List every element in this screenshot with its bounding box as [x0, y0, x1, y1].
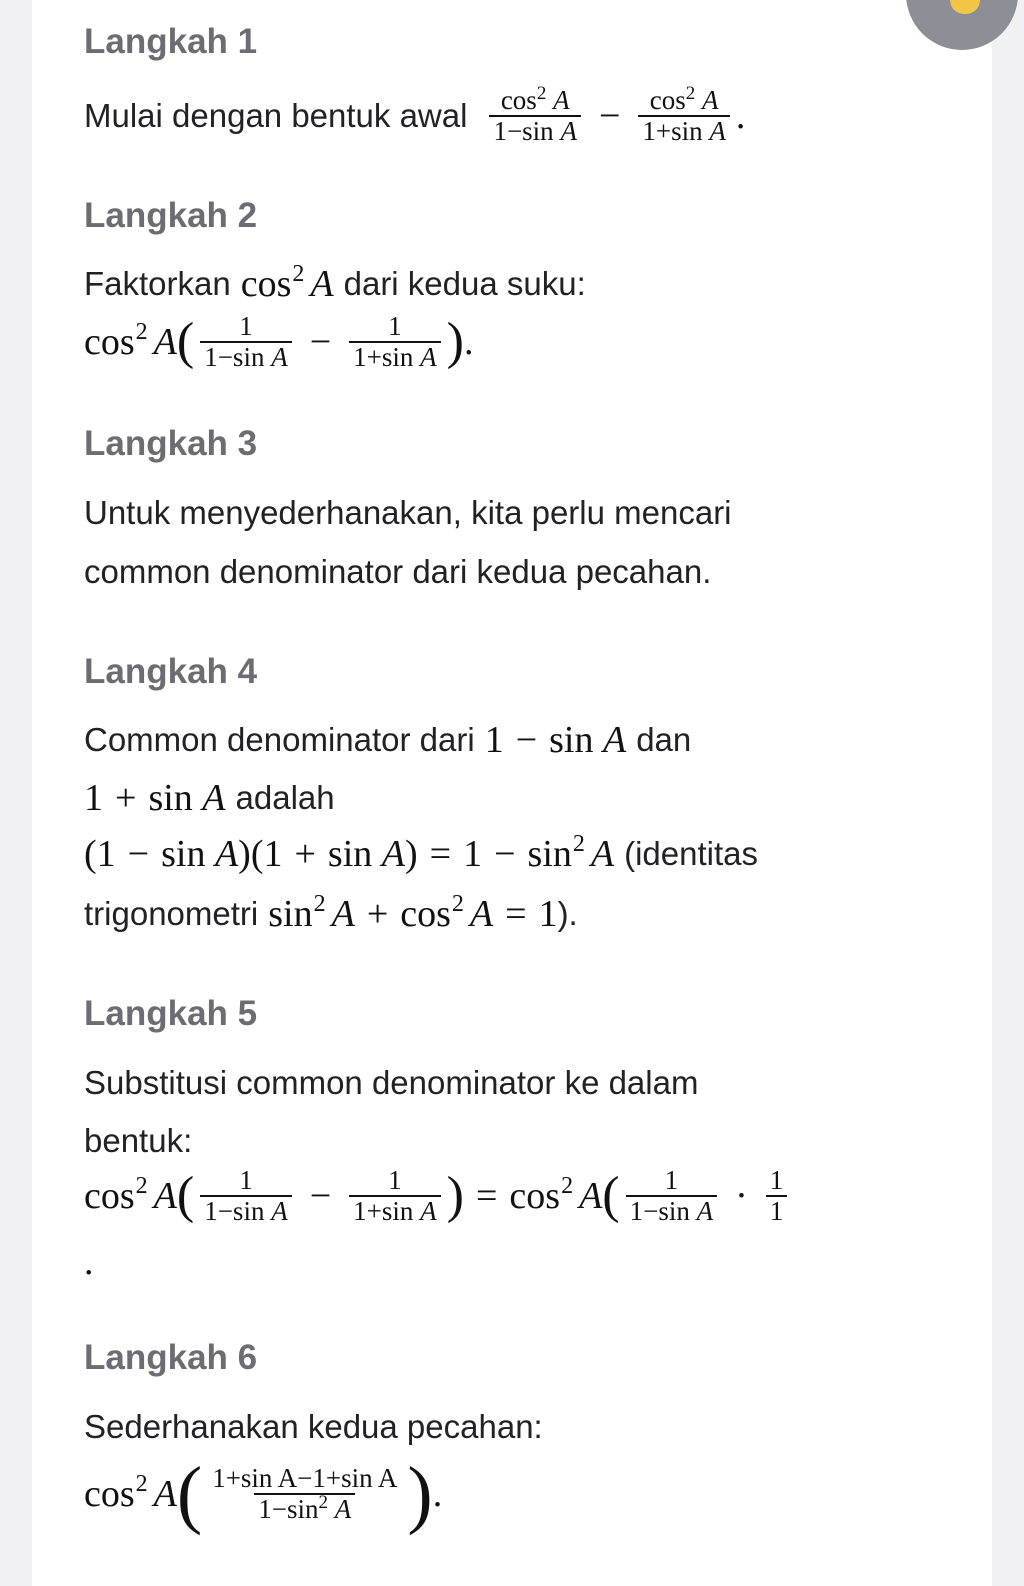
step-4-line-2: 1 + sin A adalah	[84, 777, 335, 819]
fraction-step-6: $\frac{\text{1+sin A−1+sin A}}{1-\sin^2 A}$	[212, 1462, 398, 1524]
step-4-line-4: trigonometri $\sin^2 A + \cos^2 A = 1$ ).	[84, 891, 578, 935]
avatar-accent	[950, 0, 980, 14]
step-2-line-2: $\cos^2 A$ ( $\frac{1}{\text{1−sin A}}$ − $\frac{1}{\text{1+sin A}}$ ) .	[84, 311, 474, 373]
corner-avatar[interactable]	[906, 0, 1018, 50]
fraction-cos2-over-1-minus-sin: $\frac{\cos^2 A}{\text{1−sin A}}$	[489, 86, 581, 146]
fraction-1-over-1: $\frac{1}{1}$	[766, 1166, 788, 1226]
fraction-1-over-1-plus-sin: $\frac{1}{\text{1+sin A}}$	[349, 312, 441, 372]
step-4-title: Langkah 4	[84, 652, 258, 691]
step-4-line-1: Common denominator dari 1 − sin A dan	[84, 719, 692, 761]
step-3-line-1: Untuk menyederhanakan, kita perlu mencari	[84, 494, 732, 531]
step-2-line-1: Faktorkan $\cos^2 A$ dari kedua suku:	[84, 261, 586, 305]
fraction-1-over-1-minus-sin: $\frac{1}{\text{1−sin A}}$	[200, 312, 292, 372]
fraction-cos2-over-1-plus-sin: $\frac{\cos^2 A}{\text{1+sin A}}$	[638, 86, 730, 146]
math-cos2A: $\cos^2 A$	[240, 261, 334, 305]
fraction-1-over-1-plus-sin: $\frac{1}{\text{1+sin A}}$	[349, 1166, 441, 1226]
step-5-line-2: bentuk:	[84, 1122, 193, 1159]
content-card	[32, 0, 992, 1586]
step-5-line-3: $\cos^2 A$ ( $\frac{1}{\text{1−sin A}}$ − $\frac{1}{\text{1+sin A}}$ ) = $\cos^2 A$ ( $\frac{1}{\text{1−sin A}}$ · $\frac{1}{1}$	[84, 1166, 793, 1226]
step-5-line-1: Substitusi common denominator ke dalam	[84, 1064, 699, 1101]
step-5-line-4: .	[84, 1241, 94, 1283]
fraction-1-over-1-minus-sin: $\frac{1}{\text{1−sin A}}$	[200, 1166, 292, 1226]
step-2-title: Langkah 2	[84, 196, 258, 235]
fraction-1-over-1-minus-sin: $\frac{1}{\text{1−sin A}}$	[626, 1166, 718, 1226]
step-1-title: Langkah 1	[84, 22, 258, 61]
step-6-title: Langkah 6	[84, 1338, 258, 1377]
step-3-title: Langkah 3	[84, 424, 258, 463]
step-5-title: Langkah 5	[84, 994, 258, 1033]
step-4-line-3: $(1 - \sin A)(1 + \sin A) = 1 - \sin^2 A$ (identitas	[84, 831, 759, 875]
step-1-line: Mulai dengan bentuk awal $\frac{\cos^2 A}{\text{1−sin A}}$ − $\frac{\cos^2 A}{\text{1+sin A}}$ .	[84, 83, 746, 147]
step-6-line-1: Sederhanakan kedua pecahan:	[84, 1408, 543, 1445]
step-3-line-2: common denominator dari kedua pecahan.	[84, 553, 712, 590]
step-6-line-2: $\cos^2 A$ ( $\frac{\text{1+sin A−1+sin A}}{1-\sin^2 A}$ ) .	[84, 1452, 443, 1536]
step-1-text: Mulai dengan bentuk awal	[84, 97, 468, 135]
